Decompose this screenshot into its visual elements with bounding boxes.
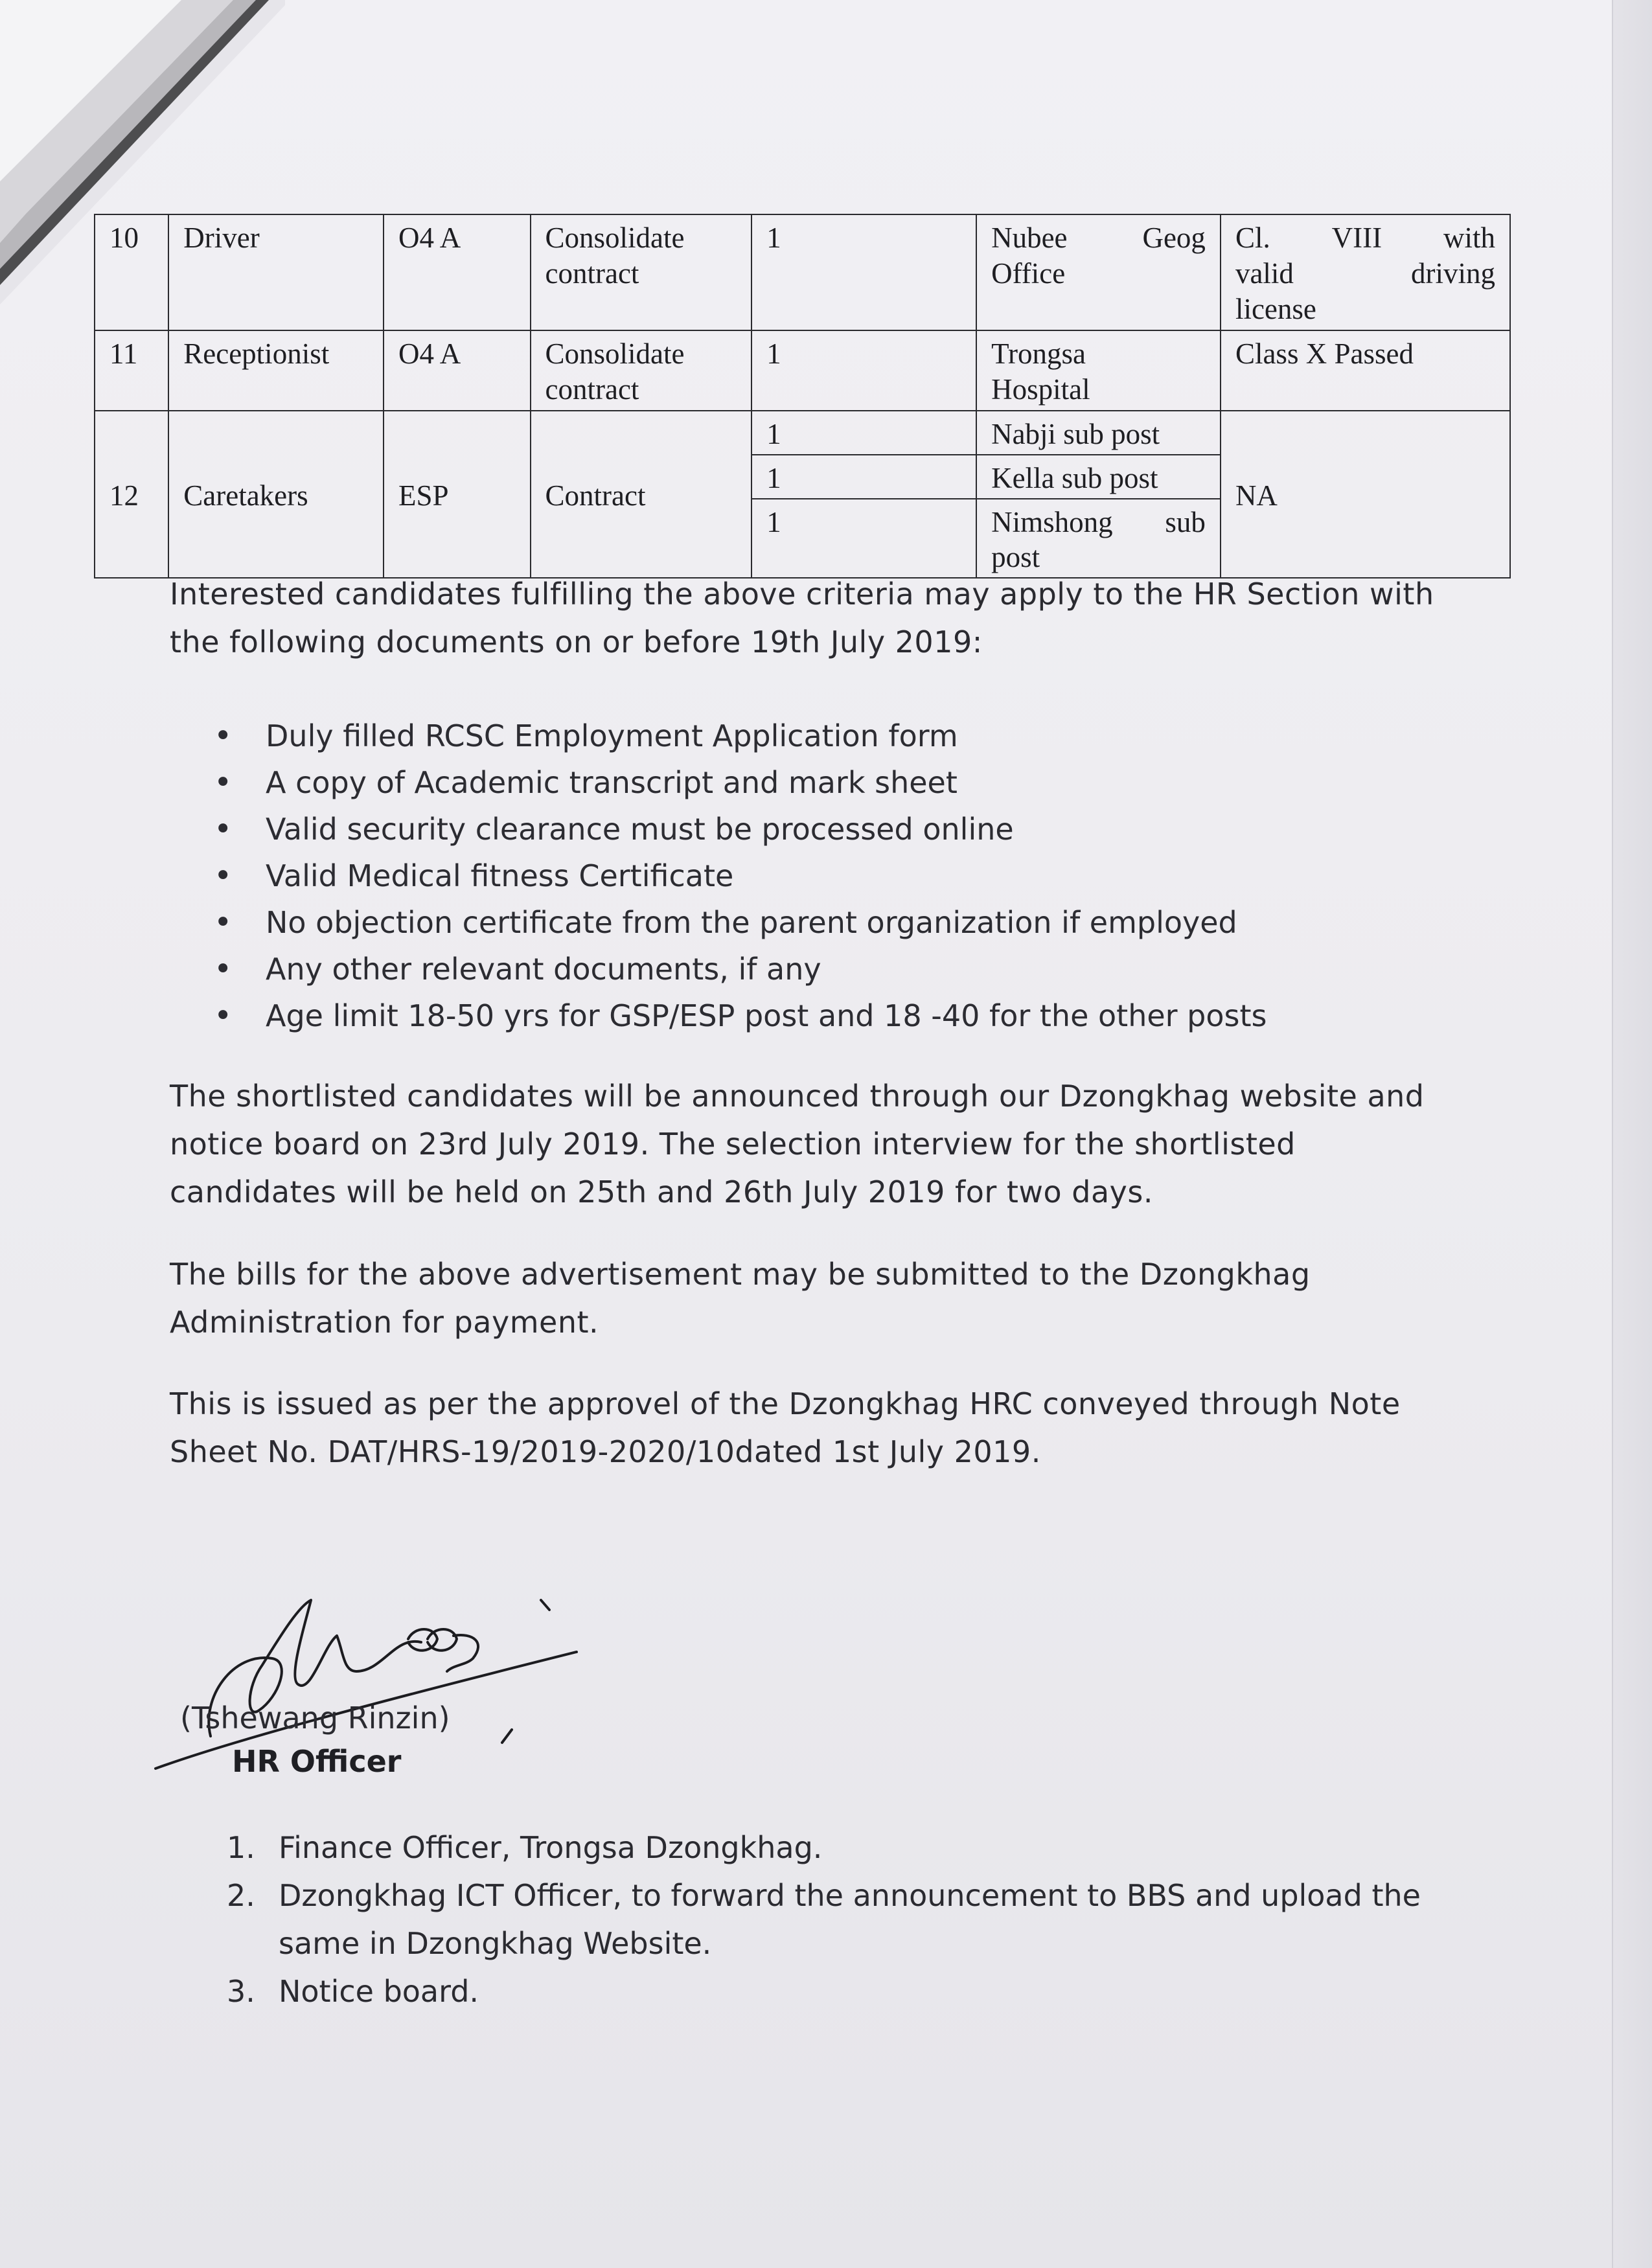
place-line: Trongsa [991,338,1086,370]
cell-post: Driver [168,214,384,330]
bills-text: The bills for the above advertisement may be submitted to the Dzongkhag Administration for payment. [170,1257,1311,1340]
place-word: Nubee [991,222,1068,254]
bills-paragraph [170,1250,1440,1346]
list-item: • Age limit 18-50 yrs for GSP/ESP post and 18 -40 for the other posts [214,992,1267,1039]
list-item [227,1824,1458,1872]
cell-post: Receptionist [168,330,384,411]
cell-qualification: NA [1221,411,1510,578]
cell-qualification [1221,214,1510,330]
cell-no: 11 [95,330,168,411]
cell-place [976,214,1221,330]
approval-text: This is issued as per the approvel of the Dzongkhag HRC conveyed through Note Sheet No. DAT/HRS-19/2019-2020/10dated 1st July 2019. [170,1386,1401,1469]
cell-slots: 1 [751,411,976,455]
table-row [95,411,1510,455]
cell-grade: O4 A [384,214,531,330]
place-line: Hospital [991,373,1090,406]
list-text: Dzongkhag ICT Officer, to forward the announcement to BBS and upload the same in Dzongkhag Website. [279,1878,1421,1961]
page-edge-shadow [1612,0,1652,2268]
list-item [227,1872,1458,1967]
cell-place [976,330,1221,411]
table-row [95,330,1510,411]
table-row [95,214,1510,330]
cell-slots: 1 [751,330,976,411]
qual-word: driving [1411,257,1495,290]
qual-word: VIII [1331,222,1382,254]
cell-grade: O4 A [384,330,531,411]
copy-to-list [227,1824,1458,2015]
signatory-title: HR Officer [232,1744,402,1779]
approval-paragraph [170,1380,1440,1476]
list-text: Finance Officer, Trongsa Dzongkhag. [279,1830,823,1865]
qual-line [1235,256,1495,292]
qual-line [1235,220,1495,256]
list-number: 3. [227,1974,255,2009]
place-word: Nimshong [991,506,1113,538]
list-item: • Valid Medical fitness Certificate [214,853,1267,899]
qual-line: license [1235,293,1316,325]
cell-post: Caretakers [168,411,384,578]
cell-type [531,214,752,330]
place-word: sub [1165,506,1206,538]
shortlist-paragraph [170,1072,1440,1216]
list-item [227,1967,1458,2015]
list-item: • No objection certificate from the parent organization if employed [214,899,1267,946]
cell-slots: 1 [751,499,976,578]
cell-slots: 1 [751,214,976,330]
place-line: Office [991,257,1066,290]
documents-list [214,713,1267,1039]
cell-place [976,499,1221,578]
cell-place: Kella sub post [976,455,1221,499]
cell-type [531,330,752,411]
cell-slots: 1 [751,455,976,499]
cell-type: Contract [531,411,752,578]
shortlist-text: The shortlisted candidates will be announced through our Dzongkhag website and notice board on 23rd July 2019. The selection interview for the shortlisted candidates will be held on 25th and 26th July 2019 for two days. [170,1079,1425,1209]
cell-place: Nabji sub post [976,411,1221,455]
place-line [991,505,1206,540]
signatory-name: (Tshewang Rinzin) [180,1701,450,1735]
cell-grade: ESP [384,411,531,578]
place-line: post [991,541,1040,573]
vacancy-table [94,214,1511,578]
qual-word: with [1443,222,1495,254]
intro-paragraph [170,570,1440,666]
list-item: • Valid security clearance must be processed online [214,806,1267,853]
list-item: • A copy of Academic transcript and mark sheet [214,759,1267,806]
list-item: • Any other relevant documents, if any [214,946,1267,992]
list-text: Notice board. [279,1974,479,2009]
intro-text: Interested candidates fulfilling the above criteria may apply to the HR Section with the following documents on or before 19th July 2019: [170,577,1434,659]
type-line: contract [545,373,639,406]
qual-word: valid [1235,257,1294,290]
list-number: 1. [227,1830,255,1865]
cell-no: 12 [95,411,168,578]
list-number: 2. [227,1878,255,1913]
qual-word: Cl. [1235,222,1270,254]
place-word: Geog [1142,222,1206,254]
place-line [991,220,1206,256]
type-line: contract [545,257,639,290]
type-line: Consolidate [545,222,685,254]
type-line: Consolidate [545,338,685,370]
cell-no: 10 [95,214,168,330]
cell-qualification: Class X Passed [1221,330,1510,411]
list-item: • Duly filled RCSC Employment Application form [214,713,1267,759]
